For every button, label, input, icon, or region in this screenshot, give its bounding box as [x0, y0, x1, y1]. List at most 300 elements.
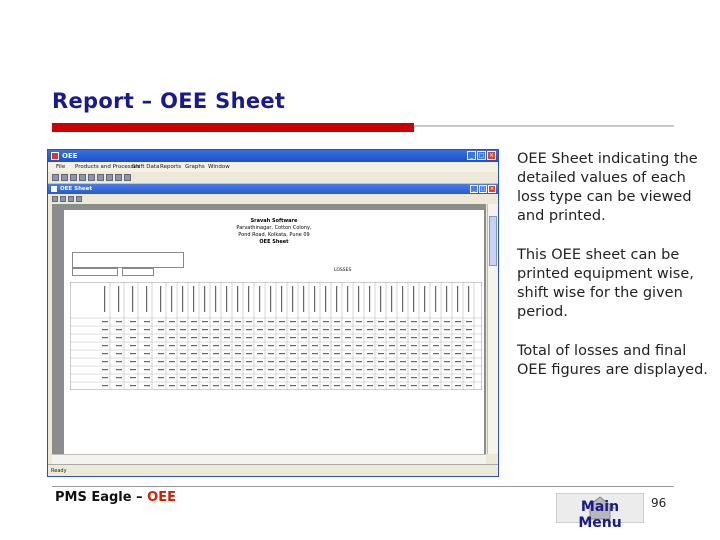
table-cell-value	[144, 353, 150, 354]
table-cell-value	[323, 377, 329, 378]
toolbar-report-icon[interactable]	[106, 174, 113, 181]
next-page-icon[interactable]	[68, 196, 74, 202]
table-column-header	[118, 286, 119, 312]
table-cell-value	[301, 353, 307, 354]
table-cell-value	[191, 369, 197, 370]
table-cell-value	[356, 329, 362, 330]
table-cell-value	[323, 337, 329, 338]
table-cell-value	[290, 353, 296, 354]
table-column-header	[270, 286, 271, 312]
table-cell-value	[235, 377, 241, 378]
close-icon[interactable]: ×	[488, 152, 495, 159]
table-cell-value	[213, 377, 219, 378]
table-cell-value	[422, 337, 428, 338]
toolbar-open-icon[interactable]	[52, 174, 59, 181]
table-cell-value	[257, 377, 263, 378]
toolbar-print-icon[interactable]	[70, 174, 77, 181]
table-cell-value	[158, 353, 164, 354]
table-cell-value	[158, 377, 164, 378]
table-cell-value	[367, 353, 373, 354]
table-cell-value	[411, 329, 417, 330]
table-cell-value	[389, 353, 395, 354]
close-icon[interactable]: ×	[489, 186, 495, 192]
table-cell-value	[378, 385, 384, 386]
table-cell-value	[158, 361, 164, 362]
table-cell-value	[312, 377, 318, 378]
table-cell-value	[411, 377, 417, 378]
footer-oee: OEE	[147, 490, 176, 505]
table-cell-value	[334, 361, 340, 362]
table-cell-value	[400, 361, 406, 362]
table-cell-value	[116, 337, 122, 338]
table-cell-value	[279, 329, 285, 330]
table-cell-value	[202, 377, 208, 378]
table-column-header	[435, 286, 436, 312]
table-cell-value	[235, 329, 241, 330]
table-column-header	[146, 286, 147, 312]
toolbar-preview-icon[interactable]	[79, 174, 86, 181]
table-cell-value	[389, 385, 395, 386]
table-cell-value	[169, 377, 175, 378]
table-column-header	[347, 286, 348, 312]
table-column-header	[281, 286, 282, 312]
table-cell-value	[213, 337, 219, 338]
app-menubar	[48, 162, 498, 172]
table-cell-value	[144, 321, 150, 322]
footer-product-name	[55, 490, 176, 505]
main-menu-button[interactable]	[556, 493, 644, 531]
report-page	[64, 210, 484, 460]
table-cell-value	[378, 329, 384, 330]
table-cell-value	[345, 361, 351, 362]
table-cell-value	[158, 337, 164, 338]
table-column-header	[204, 286, 205, 312]
table-column-header	[160, 286, 161, 312]
table-cell-value	[389, 345, 395, 346]
table-cell-value	[356, 369, 362, 370]
table-cell-value	[389, 321, 395, 322]
table-cell-value	[235, 369, 241, 370]
table-cell-value	[378, 321, 384, 322]
table-cell-value	[290, 337, 296, 338]
footer-prefix: PMS Eagle –	[55, 490, 148, 505]
report-viewer-toolbar	[48, 194, 498, 204]
table-cell-value	[158, 345, 164, 346]
table-cell-value	[433, 321, 439, 322]
table-cell-value	[356, 321, 362, 322]
table-cell-value	[378, 377, 384, 378]
table-cell-value	[102, 329, 108, 330]
table-cell-value	[411, 369, 417, 370]
description-paragraph-3: Total of losses and final OEE figures are displayed.	[517, 343, 708, 378]
toolbar-help-icon[interactable]	[124, 174, 131, 181]
table-cell-value	[257, 321, 263, 322]
table-cell-value	[102, 345, 108, 346]
table-cell-value	[367, 377, 373, 378]
window-title-bar	[48, 150, 498, 162]
table-cell-value	[130, 385, 136, 386]
first-page-icon[interactable]	[52, 196, 58, 202]
table-cell-value	[378, 369, 384, 370]
table-cell-value	[433, 329, 439, 330]
table-cell-value	[411, 361, 417, 362]
table-cell-value	[202, 321, 208, 322]
table-cell-value	[334, 321, 340, 322]
table-cell-value	[301, 361, 307, 362]
table-cell-value	[279, 353, 285, 354]
table-column-header	[391, 286, 392, 312]
table-cell-value	[191, 321, 197, 322]
table-cell-value	[116, 377, 122, 378]
table-cell-value	[290, 385, 296, 386]
table-cell-value	[235, 385, 241, 386]
table-cell-value	[290, 361, 296, 362]
description-paragraph-2: This OEE sheet can be printed equipment wise, shift wise for the given period.	[517, 247, 694, 320]
table-cell-value	[466, 377, 472, 378]
table-column-header	[182, 286, 183, 312]
table-cell-value	[180, 329, 186, 330]
report-window-title-bar	[48, 184, 498, 194]
table-cell-value	[334, 385, 340, 386]
table-cell-value	[466, 369, 472, 370]
table-cell-value	[224, 321, 230, 322]
menu-reports[interactable]: Reports	[160, 164, 182, 170]
table-cell-value	[367, 329, 373, 330]
table-column-header	[132, 286, 133, 312]
table-cell-value	[130, 321, 136, 322]
table-cell-value	[116, 361, 122, 362]
table-cell-value	[158, 385, 164, 386]
table-cell-value	[290, 369, 296, 370]
table-cell-value	[246, 321, 252, 322]
table-cell-value	[367, 345, 373, 346]
report-param-box	[72, 268, 118, 276]
description-paragraph-1: OEE Sheet indicating the detailed values of each loss type can be viewed and printed.	[517, 151, 698, 224]
table-cell-value	[411, 337, 417, 338]
table-cell-value	[411, 321, 417, 322]
footer-divider	[52, 486, 674, 487]
table-cell-value	[334, 353, 340, 354]
table-cell-value	[169, 345, 175, 346]
table-cell-value	[180, 369, 186, 370]
table-cell-value	[466, 329, 472, 330]
table-cell-value	[389, 369, 395, 370]
table-cell-value	[246, 337, 252, 338]
table-cell-value	[246, 369, 252, 370]
table-cell-value	[202, 329, 208, 330]
table-cell-value	[400, 329, 406, 330]
table-cell-value	[356, 337, 362, 338]
table-cell-value	[279, 385, 285, 386]
table-column-header	[446, 286, 447, 312]
title-accent-bar	[52, 123, 414, 132]
table-cell-value	[301, 385, 307, 386]
table-cell-value	[191, 353, 197, 354]
table-cell-value	[312, 369, 318, 370]
table-cell-value	[455, 377, 461, 378]
table-cell-value	[213, 345, 219, 346]
menu-window[interactable]: Window	[208, 164, 230, 170]
table-cell-value	[224, 353, 230, 354]
table-cell-value	[268, 361, 274, 362]
window-app-icon	[51, 152, 59, 160]
table-cell-value	[301, 345, 307, 346]
report-window-title: OEE Sheet	[60, 186, 93, 192]
table-cell-value	[224, 337, 230, 338]
table-cell-value	[130, 377, 136, 378]
table-cell-value	[400, 369, 406, 370]
table-cell-value	[422, 377, 428, 378]
table-cell-value	[444, 377, 450, 378]
table-cell-value	[367, 369, 373, 370]
table-cell-value	[279, 369, 285, 370]
table-cell-value	[433, 369, 439, 370]
table-cell-value	[202, 361, 208, 362]
prev-page-icon[interactable]	[60, 196, 66, 202]
table-cell-value	[224, 369, 230, 370]
table-cell-value	[279, 345, 285, 346]
report-company: Sravah Software	[250, 218, 298, 224]
table-cell-value	[116, 353, 122, 354]
table-column-header	[380, 286, 381, 312]
table-cell-value	[202, 385, 208, 386]
table-cell-value	[180, 385, 186, 386]
table-cell-value	[433, 345, 439, 346]
table-cell-value	[444, 321, 450, 322]
table-cell-value	[158, 369, 164, 370]
table-cell-value	[312, 329, 318, 330]
report-param-box	[122, 268, 154, 276]
table-cell-value	[213, 369, 219, 370]
table-cell-value	[257, 385, 263, 386]
table-column-header	[358, 286, 359, 312]
table-cell-value	[102, 385, 108, 386]
table-cell-value	[202, 337, 208, 338]
menu-products-processes[interactable]: Products and Processes	[75, 164, 140, 170]
table-column-header	[303, 286, 304, 312]
table-cell-value	[257, 369, 263, 370]
table-cell-value	[102, 353, 108, 354]
table-cell-value	[268, 377, 274, 378]
table-cell-value	[144, 345, 150, 346]
table-cell-value	[202, 345, 208, 346]
table-cell-value	[257, 353, 263, 354]
menu-shift-data[interactable]: Shift Data	[132, 164, 160, 170]
toolbar-chart-icon[interactable]	[88, 174, 95, 181]
table-cell-value	[323, 345, 329, 346]
table-cell-value	[345, 385, 351, 386]
table-cell-value	[389, 337, 395, 338]
table-cell-value	[235, 353, 241, 354]
table-cell-value	[246, 345, 252, 346]
toolbar-table-icon[interactable]	[97, 174, 104, 181]
table-cell-value	[422, 361, 428, 362]
table-cell-value	[130, 337, 136, 338]
table-column-header	[171, 286, 172, 312]
toolbar-cut-icon[interactable]	[115, 174, 122, 181]
table-cell-value	[367, 361, 373, 362]
table-cell-value	[213, 361, 219, 362]
table-cell-value	[290, 329, 296, 330]
table-cell-value	[257, 337, 263, 338]
table-cell-value	[345, 321, 351, 322]
table-cell-value	[433, 377, 439, 378]
table-cell-value	[455, 321, 461, 322]
table-cell-value	[444, 369, 450, 370]
table-cell-value	[257, 345, 263, 346]
table-cell-value	[444, 337, 450, 338]
menu-graphs[interactable]: Graphs	[185, 164, 205, 170]
table-cell-value	[455, 337, 461, 338]
table-cell-value	[268, 321, 274, 322]
table-cell-value	[312, 353, 318, 354]
table-cell-value	[444, 361, 450, 362]
table-cell-value	[455, 369, 461, 370]
app-screenshot-window	[47, 149, 499, 477]
table-cell-value	[444, 353, 450, 354]
table-cell-value	[378, 353, 384, 354]
table-cell-value	[345, 337, 351, 338]
table-cell-value	[180, 345, 186, 346]
scroll-thumb[interactable]	[489, 216, 497, 266]
table-column-header	[314, 286, 315, 312]
table-cell-value	[378, 361, 384, 362]
table-cell-value	[169, 385, 175, 386]
table-cell-value	[279, 361, 285, 362]
table-cell-value	[144, 361, 150, 362]
table-cell-value	[191, 361, 197, 362]
table-cell-value	[130, 353, 136, 354]
minimize-icon[interactable]: _	[467, 151, 476, 160]
table-cell-value	[202, 353, 208, 354]
table-cell-value	[144, 377, 150, 378]
table-cell-value	[246, 353, 252, 354]
table-cell-value	[400, 385, 406, 386]
table-cell-value	[130, 329, 136, 330]
table-cell-value	[224, 329, 230, 330]
table-cell-value	[466, 353, 472, 354]
table-cell-value	[422, 353, 428, 354]
table-cell-value	[444, 329, 450, 330]
table-cell-value	[246, 361, 252, 362]
table-cell-value	[400, 353, 406, 354]
table-column-header	[226, 286, 227, 312]
menu-file[interactable]: File	[56, 164, 66, 170]
table-cell-value	[191, 385, 197, 386]
maximize-icon[interactable]: □	[478, 152, 485, 159]
table-cell-value	[455, 361, 461, 362]
table-cell-value	[191, 377, 197, 378]
table-cell-value	[224, 385, 230, 386]
table-cell-value	[323, 329, 329, 330]
table-cell-value	[158, 329, 164, 330]
table-cell-value	[411, 385, 417, 386]
table-cell-value	[422, 321, 428, 322]
table-cell-value	[180, 353, 186, 354]
minimize-icon[interactable]: _	[470, 185, 478, 193]
table-cell-value	[169, 369, 175, 370]
table-cell-value	[455, 385, 461, 386]
table-cell-value	[268, 345, 274, 346]
report-period-box	[72, 252, 184, 268]
table-cell-value	[466, 345, 472, 346]
report-address-1: Parvathinagar, Cotton Colony,	[236, 225, 312, 231]
table-column-header	[215, 286, 216, 312]
table-cell-value	[356, 385, 362, 386]
table-cell-value	[455, 345, 461, 346]
table-cell-value	[356, 361, 362, 362]
table-cell-value	[130, 361, 136, 362]
table-cell-value	[246, 329, 252, 330]
table-column-header	[402, 286, 403, 312]
table-cell-value	[191, 337, 197, 338]
table-cell-value	[323, 321, 329, 322]
table-cell-value	[268, 353, 274, 354]
table-column-header	[259, 286, 260, 312]
table-column-header	[413, 286, 414, 312]
table-cell-value	[180, 337, 186, 338]
table-column-header	[193, 286, 194, 312]
table-cell-value	[180, 321, 186, 322]
table-cell-value	[323, 361, 329, 362]
status-text: Ready	[51, 468, 67, 474]
table-cell-value	[455, 329, 461, 330]
table-cell-value	[411, 353, 417, 354]
report-address-2: Pond Road, Kolkata, Pune 09	[238, 232, 310, 238]
table-cell-value	[433, 353, 439, 354]
table-cell-value	[180, 377, 186, 378]
table-cell-value	[224, 345, 230, 346]
table-cell-value	[116, 385, 122, 386]
table-cell-value	[279, 321, 285, 322]
maximize-icon[interactable]: □	[480, 186, 486, 192]
table-cell-value	[301, 329, 307, 330]
vertical-scrollbar[interactable]	[487, 204, 498, 454]
table-cell-value	[367, 321, 373, 322]
toolbar-save-icon[interactable]	[61, 174, 68, 181]
table-cell-value	[345, 345, 351, 346]
print-icon[interactable]	[76, 196, 82, 202]
window-title: OEE	[62, 152, 78, 160]
table-column-header	[424, 286, 425, 312]
table-cell-value	[444, 385, 450, 386]
table-cell-value	[389, 329, 395, 330]
table-cell-value	[279, 337, 285, 338]
table-column-header	[104, 286, 105, 312]
losses-header: LOSSES	[334, 268, 352, 273]
table-cell-value	[290, 345, 296, 346]
table-cell-value	[213, 321, 219, 322]
table-cell-value	[466, 321, 472, 322]
table-cell-value	[323, 353, 329, 354]
table-cell-value	[158, 321, 164, 322]
table-cell-value	[356, 353, 362, 354]
table-cell-value	[102, 337, 108, 338]
table-cell-value	[102, 369, 108, 370]
table-cell-value	[169, 321, 175, 322]
table-cell-value	[191, 329, 197, 330]
oee-report-table	[70, 282, 482, 390]
table-cell-value	[268, 385, 274, 386]
table-cell-value	[290, 321, 296, 322]
table-cell-value	[213, 353, 219, 354]
table-cell-value	[180, 361, 186, 362]
table-cell-value	[345, 377, 351, 378]
table-cell-value	[224, 377, 230, 378]
table-cell-value	[116, 369, 122, 370]
table-cell-value	[301, 337, 307, 338]
table-cell-value	[367, 337, 373, 338]
